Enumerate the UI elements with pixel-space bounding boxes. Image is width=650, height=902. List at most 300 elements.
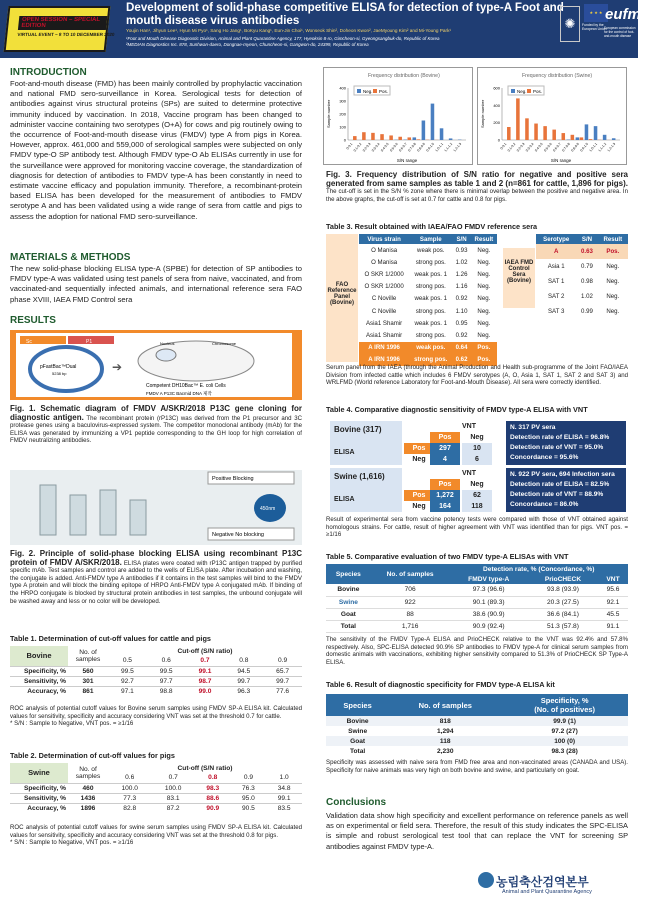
- table4-note: Result of experimental sera from vaccine potency tests were compared with those of VNT obtained against homologous strains. For cattle, result of higher agreement with VNT was identified than for pigs. VNT pos. = ≥1/16: [326, 516, 628, 539]
- table-3: [359, 234, 497, 366]
- t4-nn: 118: [462, 501, 492, 512]
- bar-pos: [516, 98, 520, 140]
- bar-neg: [431, 104, 435, 140]
- row-n: 460: [68, 783, 108, 793]
- row-value: 76.3: [231, 783, 267, 793]
- t4-elisa: ELISA: [334, 449, 355, 456]
- table3-cell: weak pos. 1: [414, 295, 448, 303]
- bar-pos: [580, 137, 584, 140]
- x-tick-label: 0.3-0.4: [370, 142, 381, 153]
- table-row: [326, 608, 628, 620]
- x-tick-label: 0.4-0.5: [379, 142, 390, 153]
- table3-cell: O SKR 1/2000: [364, 270, 404, 278]
- legend-pos: Pos.: [533, 89, 543, 94]
- table3b-cell: SAT 2: [547, 293, 565, 300]
- table-row: [326, 716, 628, 726]
- table3-cell: strong pos.: [415, 258, 446, 266]
- x-tick-label: 0.6-0.7: [398, 142, 408, 153]
- table2-note: ROC analysis of potential cutoff values for swine serum samples using FMDV SP-A ELISA kit. Calculated values for sensitivity, specificity and accuracy considering VNT was set at the threshold 0.8 for pigs. * S/N : Sample to Negative, VNT pos. = ≥1/16: [10, 824, 302, 847]
- x-tick-label: 1.0-1.1: [434, 142, 445, 153]
- row-value: 98.8: [147, 686, 186, 696]
- conclusions-heading: Conclusions: [326, 797, 387, 808]
- table3-cell: Neg.: [477, 331, 491, 339]
- bar-pos: [589, 139, 593, 140]
- x-tick-label: 0.5-0.6: [389, 142, 399, 153]
- x-tick-label: 0.2-0.3: [361, 142, 372, 153]
- table5-cell: 922: [371, 596, 450, 608]
- table-row: [10, 676, 302, 686]
- t4-pos: Pos: [430, 432, 460, 443]
- table5-cell: 93.8 (93.9): [528, 584, 598, 596]
- table3-cell: Neg.: [477, 307, 491, 315]
- y-tick-label: 100: [339, 124, 346, 130]
- legend-pos: Pos.: [379, 89, 389, 94]
- fig2-caption: Fig. 2. Principle of solid-phase blocking ELISA using recombinant P13C protein of FMDV A/SKR/2018. ELISA plates were coated with rP13C antigen trapped by purified specific mAb. Test samples and control are added to the wells of ELISA plate. After incubation and washing, the conjugate is added. Anti-FMDV type A antibodies if it contains in the test samples will bind to the FMDV type A protein and will block the binding epitope of HRPO Anti-FMDV type A conjugated mAb. If binding of the HRPO conjugate is blocked by structural protein antibodies in test samples, the unbound conjugate will be washed away and less or no color will be developed.: [10, 549, 303, 605]
- od-label: 450nm: [260, 506, 276, 512]
- agency-logo-kr: 농림축산검역본부: [496, 875, 589, 889]
- table3-cell: Neg.: [477, 258, 491, 266]
- y-tick-label: 400: [493, 102, 500, 108]
- table5-cell: 97.3 (96.6): [449, 584, 527, 596]
- x-tick-label: 0.1-0.2: [506, 142, 517, 153]
- row-n: 1436: [68, 793, 108, 803]
- table6-cell: Total: [326, 746, 389, 756]
- cutoff-col: 0.8: [239, 657, 249, 665]
- table3b-cell: 0.79: [581, 263, 593, 270]
- row-value: 77.6: [263, 686, 302, 696]
- y-tick-label: 400: [339, 85, 346, 91]
- row-value: 96.3: [224, 686, 263, 696]
- table3b-cell: Neg.: [606, 293, 620, 300]
- eufmd-subtitle: European commission for the control of foot-and-mouth disease: [604, 26, 636, 38]
- methods-text: The new solid-phase blocking ELISA type-A (SPBE) for detection of SP antibodies to FMDV type-A was validated using test panels of sera from naive, vaccinated, and from vaccinated-and sequentially infected animals, and international reference sera FAO phase XVIII, IAEA FMD Control sera: [10, 264, 302, 304]
- t4-neg: Neg: [470, 434, 484, 441]
- x-tick-label: 0.2-0.3: [515, 142, 526, 153]
- plasmid-size: 5238 bp: [52, 371, 67, 376]
- t4-stat: Detection rate of VNT = 95.0%: [510, 444, 604, 451]
- bar-pos: [417, 139, 421, 140]
- table3-note: Serum panel from the IAEA (through the Animal Production and Health sub-programme of the Joint FAO/IAEA Division from infected cattle which includes 6 FMDV serotypes (A, O, Asia 1, SAT 1, SAT 2 and SAT 3) and WRLFMD (World reference Laboratory for Foot-and-Mouth Disease). All sera were correctly identified.: [326, 364, 628, 387]
- fig3-caption: Fig. 3. Frequency distribution of S/N ratio for negative and positive sera generated from same samples as table 1 and 2 (n=861 for cattle, 1,896 for pigs). The cut-off is set in the S/N % zone where there is minimal overlap between the positive and negative area. In the above graphs, the cut-off is set at 0.7 for cattle and 0.8 for pigs.: [326, 170, 628, 203]
- x-tick-label: 1.2-1.3: [452, 142, 463, 153]
- competent-label: Competent DH10Bac™ E. coli Cells: [146, 383, 226, 389]
- row-value: 99.5: [108, 666, 147, 676]
- table3-header: Result: [471, 234, 497, 244]
- bar-neg: [603, 135, 607, 140]
- table3-cell: weak pos.: [409, 342, 452, 354]
- cutoff-header: Cut-off (S/N ratio): [177, 647, 233, 655]
- nucleus-label: Nucleus: [160, 341, 175, 346]
- t4-elisa: ELISA: [334, 496, 355, 503]
- row-value: 95.0: [231, 793, 267, 803]
- row-value: 99.5: [147, 666, 186, 676]
- affiliation-1: ¹Foot and Mouth Disease Diagnostic Division, Animal and Plant Quarantine Agency, 177, Hyeoksin 8-ro, Gimcheon-si, Gyeongsangbuk-do, Republic of Korea: [126, 36, 440, 41]
- affiliations: [126, 36, 440, 48]
- row-value: 100.0: [151, 783, 194, 793]
- chromosome-label: Chromosome: [212, 341, 237, 346]
- table5-cell: 92.1: [598, 596, 628, 608]
- table3-cell: C Noville: [371, 295, 397, 303]
- y-tick-label: 300: [339, 98, 346, 104]
- bar-pos: [371, 133, 375, 140]
- table3-cell: A IRN 1996: [359, 342, 409, 354]
- row-label: Sensitivity, %: [10, 676, 68, 686]
- x-tick-label: 0.1-0.2: [352, 142, 363, 153]
- row-n: 301: [68, 676, 108, 686]
- conclusions-text: Validation data show high specificity and excellent performance on reference panels as well as on experimental or field sera. Therefore, the result of this study indicates the SPC-ELISA is simple and robust serological test tool that can replace the VNT for screening SP antibodies against FMDV type-A.: [326, 811, 628, 851]
- table3-cell: strong pos.: [409, 354, 452, 366]
- bar-pos: [353, 136, 357, 140]
- table3-cell: 1.02: [455, 258, 468, 266]
- table-row: [359, 293, 497, 305]
- table-row: [359, 244, 497, 256]
- figure-2: [10, 470, 302, 545]
- x-tick-label: 0.9-1.0: [579, 142, 589, 153]
- table3b-cell: Neg.: [606, 263, 620, 270]
- legend-pos-swatch: [373, 89, 377, 93]
- table3-cell: Asia1 Shamir: [365, 319, 403, 327]
- x-tick-label: 1.2-1.3: [606, 142, 617, 153]
- row-value: 100.0: [108, 783, 151, 793]
- x-tick-label: 1.1-1.2: [597, 142, 608, 153]
- table3-cell: O SKR 1/2000: [364, 283, 404, 291]
- table-row: [10, 686, 302, 696]
- chart-title: Frequency distribution (Swine): [522, 73, 593, 79]
- cutoff-col: 0.7: [168, 774, 178, 782]
- x-tick-label: 0.4-0.5: [533, 142, 544, 153]
- results-heading: RESULTS: [10, 315, 56, 326]
- affiliation-2: ²MEDIAN Diagnostics Inc. 878, Sunhwan-daero, Dongnae-myeon, Chuncheon-si, Gangwon-do, 24399, Republic of Korea: [126, 42, 369, 47]
- t4-grid: [404, 468, 504, 512]
- row-value: 97.7: [147, 676, 186, 686]
- table3-cell: strong pos.: [415, 283, 446, 291]
- table3b-cell: 1.02: [581, 293, 593, 300]
- fig1-caption: Fig. 1. Schematic diagram of FMDV A/SKR/2018 P13C gene cloning for diagnostic antigen. The recombinant protein (rP13C) was derived from the P1 precursor and 3C protease genes using a baculovirus-expressed system. The competitor monoclonal antibody (mAb) for the ELISA was generated by immunizing a VP1 peptide corresponding to the GH loop for high correlation of FMDV neutralizing antibodies.: [10, 404, 302, 445]
- table-row: [359, 317, 497, 329]
- table3b-cell: A: [536, 244, 576, 259]
- label-p1: P1: [86, 339, 93, 345]
- positive-blocking-label: Positive Blocking: [212, 476, 254, 482]
- x-axis-label: S/N range: [550, 158, 572, 163]
- banner-line2: VIRTUAL EVENT – 8 TO 10 DECEMBER 2020: [17, 32, 115, 37]
- table-row: [10, 793, 302, 803]
- table3-cell: O Manisa: [371, 246, 398, 254]
- x-tick-label: 0.7-0.8: [561, 142, 571, 153]
- label-sc: Sc: [26, 339, 32, 345]
- eu-flag-icon: ★ ★ ★: [584, 4, 608, 22]
- t4-left: [330, 421, 402, 465]
- table3b-cell: Neg.: [606, 278, 620, 285]
- table3-header: Sample: [409, 234, 452, 244]
- bar-pos: [562, 133, 566, 140]
- cutoff-col: 0.6: [125, 774, 135, 782]
- table5-cell: 51.3 (57.8): [528, 620, 598, 632]
- table3-cell: 0.62: [452, 354, 470, 366]
- row-n: 1896: [68, 803, 108, 813]
- bar-neg: [449, 138, 453, 140]
- arrow-icon: ➔: [112, 360, 123, 374]
- bar-neg: [594, 126, 598, 140]
- table5-cell: 90.9 (92.4): [449, 620, 527, 632]
- table3-cell: Pos.: [471, 342, 497, 354]
- bar-neg: [585, 124, 589, 140]
- row-value: 98.7: [186, 676, 225, 686]
- table3-cell: O Manisa: [371, 258, 398, 266]
- t4-left: [330, 468, 402, 512]
- table-row: [326, 746, 628, 756]
- species-header: Bovine: [10, 646, 68, 666]
- table5-cell: 1,716: [371, 620, 450, 632]
- t4-stat: N. 922 PV sera, 694 Infection sera: [510, 471, 615, 478]
- table6-cell: 97.2 (27): [501, 726, 628, 736]
- t4-pn: 10: [462, 443, 492, 454]
- rate-header: Detection rate, % (Concordance, %): [449, 564, 628, 574]
- table-row: [359, 305, 497, 317]
- table3-cell: 1.16: [455, 283, 468, 291]
- table-5: [326, 564, 628, 633]
- table3-cell: weak pos. 1: [414, 319, 448, 327]
- table3b-cell: SAT 3: [547, 308, 565, 315]
- row-label: Accuracy, %: [10, 686, 68, 696]
- grain-logo-icon: ✺: [560, 6, 580, 42]
- row-label: Specificity, %: [10, 783, 68, 793]
- row-value: 77.3: [108, 793, 151, 803]
- table-row: [10, 783, 302, 793]
- legend-neg-swatch: [511, 89, 515, 93]
- row-value: 94.5: [224, 666, 263, 676]
- eu-label: Funded by the European Union: [582, 23, 607, 31]
- row-value: 99.1: [266, 793, 302, 803]
- intro-text: Foot-and-mouth disease (FMD) has been mainly controlled by prophylactic vaccination and national FMD sero-surveillance in Korea. Serological tests for detection of antibodies against virus structural proteins (SPs) are suited to determine protective immunity induced by vaccination. In 2018, Vaccine program has been changed to administer vaccine containing two serotypes (O+A) for cows and pig routinely owing to the occurrence of Foot-and-mouth disease virus (FMDV) type A from pigs in Korea. However, approx. 461,000 and 559,000 of serological samples were subjected on only FMDV type-O SP antibody test. Although FMDV type-O Ab ELISAs currently in use for the surveillance were approved for monitoring vaccine coverage, the standardization of diagnosis for detection of antibodies to FMDV type-A has been constantly in need to estimate vaccine efficacy and population immunity. Therefore, a recombinant-protein based ELISA has been developed for the measurement of antibodies to FMDV serotype A and has been validated using a wide range of sera from cattle and pigs to assess the adoption for national FMD sero-surveillance.: [10, 79, 302, 221]
- bar-pos: [380, 134, 384, 140]
- fao-panel-label: FAO Reference Panel (Bovine): [326, 234, 358, 362]
- bar-pos: [543, 126, 547, 140]
- table-row: [536, 304, 628, 319]
- x-tick-label: 0.8-0.9: [570, 142, 580, 153]
- figure-1: [10, 330, 302, 400]
- t4-vnt: VNT: [462, 423, 476, 430]
- table-row: [359, 281, 497, 293]
- table2-title: Table 2. Determination of cut-off values for pigs: [10, 751, 175, 760]
- table3b-cell: 0.63: [576, 244, 597, 259]
- bar-neg: [576, 137, 580, 140]
- x-axis-label: S/N range: [396, 158, 418, 163]
- table-row: [536, 274, 628, 289]
- table5-cell: 91.1: [598, 620, 628, 632]
- spec-header-2: (No. of positives): [534, 705, 596, 714]
- x-tick-label: 0.8-0.9: [416, 142, 426, 153]
- bar-neg: [612, 138, 616, 140]
- t4-stats: [506, 421, 626, 465]
- table4-bovine: [330, 421, 626, 465]
- species-header: Species: [326, 694, 389, 716]
- swine-frequency-chart: [478, 68, 626, 164]
- bar-pos: [362, 132, 366, 140]
- t4-neg-row: Neg: [412, 503, 426, 510]
- row-label: Sensitivity, %: [10, 793, 68, 803]
- no-samples-header: No. of samples: [371, 564, 450, 584]
- intro-heading: INTRODUCTION: [10, 67, 87, 78]
- rate-col: VNT: [598, 574, 628, 584]
- row-value: 65.7: [263, 666, 302, 676]
- x-tick-label: 0.3-0.4: [524, 142, 535, 153]
- cutoff-header: Cut-off (S/N ratio): [177, 764, 233, 772]
- cutoff-col: 1.0: [279, 774, 289, 782]
- row-value: 90.9: [195, 803, 231, 813]
- table3-cell: strong pos.: [415, 331, 446, 339]
- bar-neg: [440, 128, 444, 140]
- table6-cell: 118: [389, 736, 501, 746]
- table3-cell: Neg.: [477, 319, 491, 327]
- row-value: 87.2: [151, 803, 194, 813]
- x-tick-label: 0.5-0.6: [543, 142, 553, 153]
- table6-note: Specificity was assessed with naive sera from FMD free area and non-vaccinated areas (CANADA and USA). Specificity for naive animals was very high on both bovine and swine, and particularly on goat.: [326, 759, 628, 774]
- y-axis-label: Sample number: [326, 99, 331, 128]
- methods-heading: MATERIALS & METHODS: [10, 252, 131, 263]
- x-tick-label: 0.6-0.7: [552, 142, 562, 153]
- table6-cell: Goat: [326, 736, 389, 746]
- table6-cell: 1,294: [389, 726, 501, 736]
- t4-vnt: VNT: [462, 470, 476, 477]
- t4-neg: Neg: [470, 481, 484, 488]
- t4-stat: Detection rate of ELISA = 96.8%: [510, 434, 610, 441]
- row-value: 99.0: [186, 686, 225, 696]
- table3-cell: Neg.: [477, 295, 491, 303]
- table5-cell: Goat: [326, 608, 371, 620]
- t4-pp: 297: [430, 443, 460, 454]
- plasmid-name: pFastBac™Dual: [40, 364, 77, 370]
- chart-title: Frequency distribution (Bovine): [368, 73, 440, 79]
- legend-neg: Neg.: [363, 89, 373, 94]
- table3b-cell: 0.99: [581, 308, 593, 315]
- t4-species: Bovine (317): [334, 425, 382, 434]
- table3-cell: strong pos.: [415, 307, 446, 315]
- negative-blocking-label: Negative No blocking: [212, 532, 264, 538]
- t4-stats: [506, 468, 626, 512]
- t4-np: 4: [430, 454, 460, 465]
- table-row: [536, 244, 628, 259]
- t4-stat: N. 317 PV sera: [510, 424, 556, 431]
- bar-pos: [571, 135, 575, 140]
- cutoff-col: 0.9: [278, 657, 288, 665]
- table3-cell: 1.26: [455, 270, 468, 278]
- t4-species: Swine (1,616): [334, 472, 385, 481]
- nucleus-shape: [156, 349, 176, 361]
- table3-cell: C Noville: [371, 307, 397, 315]
- table3-cell: weak pos.: [417, 246, 445, 254]
- table3-cell: A IRN 1996: [359, 354, 409, 366]
- table3-cell: Pos.: [471, 354, 497, 366]
- species-header: Species: [326, 564, 371, 584]
- bar-pos: [534, 124, 538, 140]
- x-tick-label: 1.0-1.1: [588, 142, 599, 153]
- row-value: 34.8: [266, 783, 302, 793]
- no-samples-header: No. of samples: [75, 648, 101, 663]
- cutoff-col: 0.8: [208, 774, 218, 782]
- table5-cell: Bovine: [326, 584, 371, 596]
- cloning-diagram: [16, 333, 292, 397]
- bar-pos: [525, 118, 529, 140]
- bar-neg: [422, 121, 426, 141]
- table6-cell: 2,230: [389, 746, 501, 756]
- table3b-header: S/N: [576, 234, 597, 244]
- banner-line1: OPEN SESSION – SPECIAL EDITION: [18, 16, 107, 30]
- bar-neg: [413, 137, 417, 140]
- table-row: [536, 289, 628, 304]
- table5-cell: 90.1 (89.3): [449, 596, 527, 608]
- table-3-iaea: [536, 234, 628, 319]
- x-tick-label: 0-0.1: [499, 142, 508, 151]
- table-row: [326, 596, 628, 608]
- event-banner: [4, 6, 115, 52]
- table-row: [359, 268, 497, 280]
- y-tick-label: 0: [497, 137, 500, 143]
- table5-cell: 45.5: [598, 608, 628, 620]
- y-axis-label: Sample number: [480, 99, 485, 128]
- t4-stat: Concordance = 86.0%: [510, 501, 579, 508]
- table-row: [326, 726, 628, 736]
- table3-cell: 0.92: [455, 331, 468, 339]
- table6-cell: Bovine: [326, 716, 389, 726]
- y-tick-label: 200: [493, 120, 500, 126]
- table-row: [326, 736, 628, 746]
- table6-cell: 99.9 (1): [501, 716, 628, 726]
- table-row: [10, 803, 302, 813]
- table-6: [326, 694, 628, 756]
- table3b-cell: SAT 1: [547, 278, 565, 285]
- e-coli-cell: [138, 341, 254, 381]
- t4-pos-row: Pos: [404, 490, 434, 501]
- table3-cell: Neg.: [477, 270, 491, 278]
- fig1-subtitle: FMDV A P13C Bacmid DNA 제작: [146, 391, 212, 396]
- species-header: Swine: [10, 763, 68, 783]
- table-row: [326, 620, 628, 632]
- table3b-cell: Neg.: [606, 308, 620, 315]
- swine-chart: [477, 67, 627, 165]
- row-value: 99.7: [263, 676, 302, 686]
- table1-title: Table 1. Determination of cut-off values for cattle and pigs: [10, 634, 211, 643]
- bar-pos: [408, 137, 412, 140]
- legend-neg: Neg.: [517, 89, 527, 94]
- table3-cell: Neg.: [477, 246, 491, 254]
- x-tick-label: 1.1-1.2: [443, 142, 454, 153]
- table3b-cell: 0.98: [581, 278, 593, 285]
- table5-title: Table 5. Comparative evaluation of two FMDV type-A ELISAs with VNT: [326, 552, 569, 561]
- elisa-principle-diagram: [10, 470, 302, 545]
- t4-np: 164: [430, 501, 460, 512]
- table3b-header: Result: [598, 234, 628, 244]
- cutoff-col: 0.9: [243, 774, 254, 782]
- table5-cell: 706: [371, 584, 450, 596]
- table5-cell: 36.6 (84.1): [528, 608, 598, 620]
- row-value: 83.5: [266, 803, 302, 813]
- table3-cell: 0.64: [452, 342, 470, 354]
- table-row: [10, 666, 302, 676]
- table3-title: Table 3. Result obtained with IAEA/FAO FMDV reference sera: [326, 222, 538, 231]
- poster-title: Development of solid-phase competitive ELISA for detection of type-A Foot and mouth disease virus antibodies: [126, 1, 564, 27]
- row-value: 88.6: [195, 793, 231, 803]
- table3-header: Virus strain: [359, 234, 409, 244]
- legend-neg-swatch: [357, 89, 361, 93]
- x-tick-label: 0.9-1.0: [425, 142, 435, 153]
- bovine-chart: [323, 67, 473, 165]
- bar-pos: [398, 137, 402, 140]
- table3-cell: Neg.: [477, 283, 491, 291]
- t4-nn: 6: [462, 454, 492, 465]
- no-samples-header: No. of samples: [75, 765, 101, 780]
- table5-cell: 38.6 (90.9): [449, 608, 527, 620]
- table-row: [536, 259, 628, 274]
